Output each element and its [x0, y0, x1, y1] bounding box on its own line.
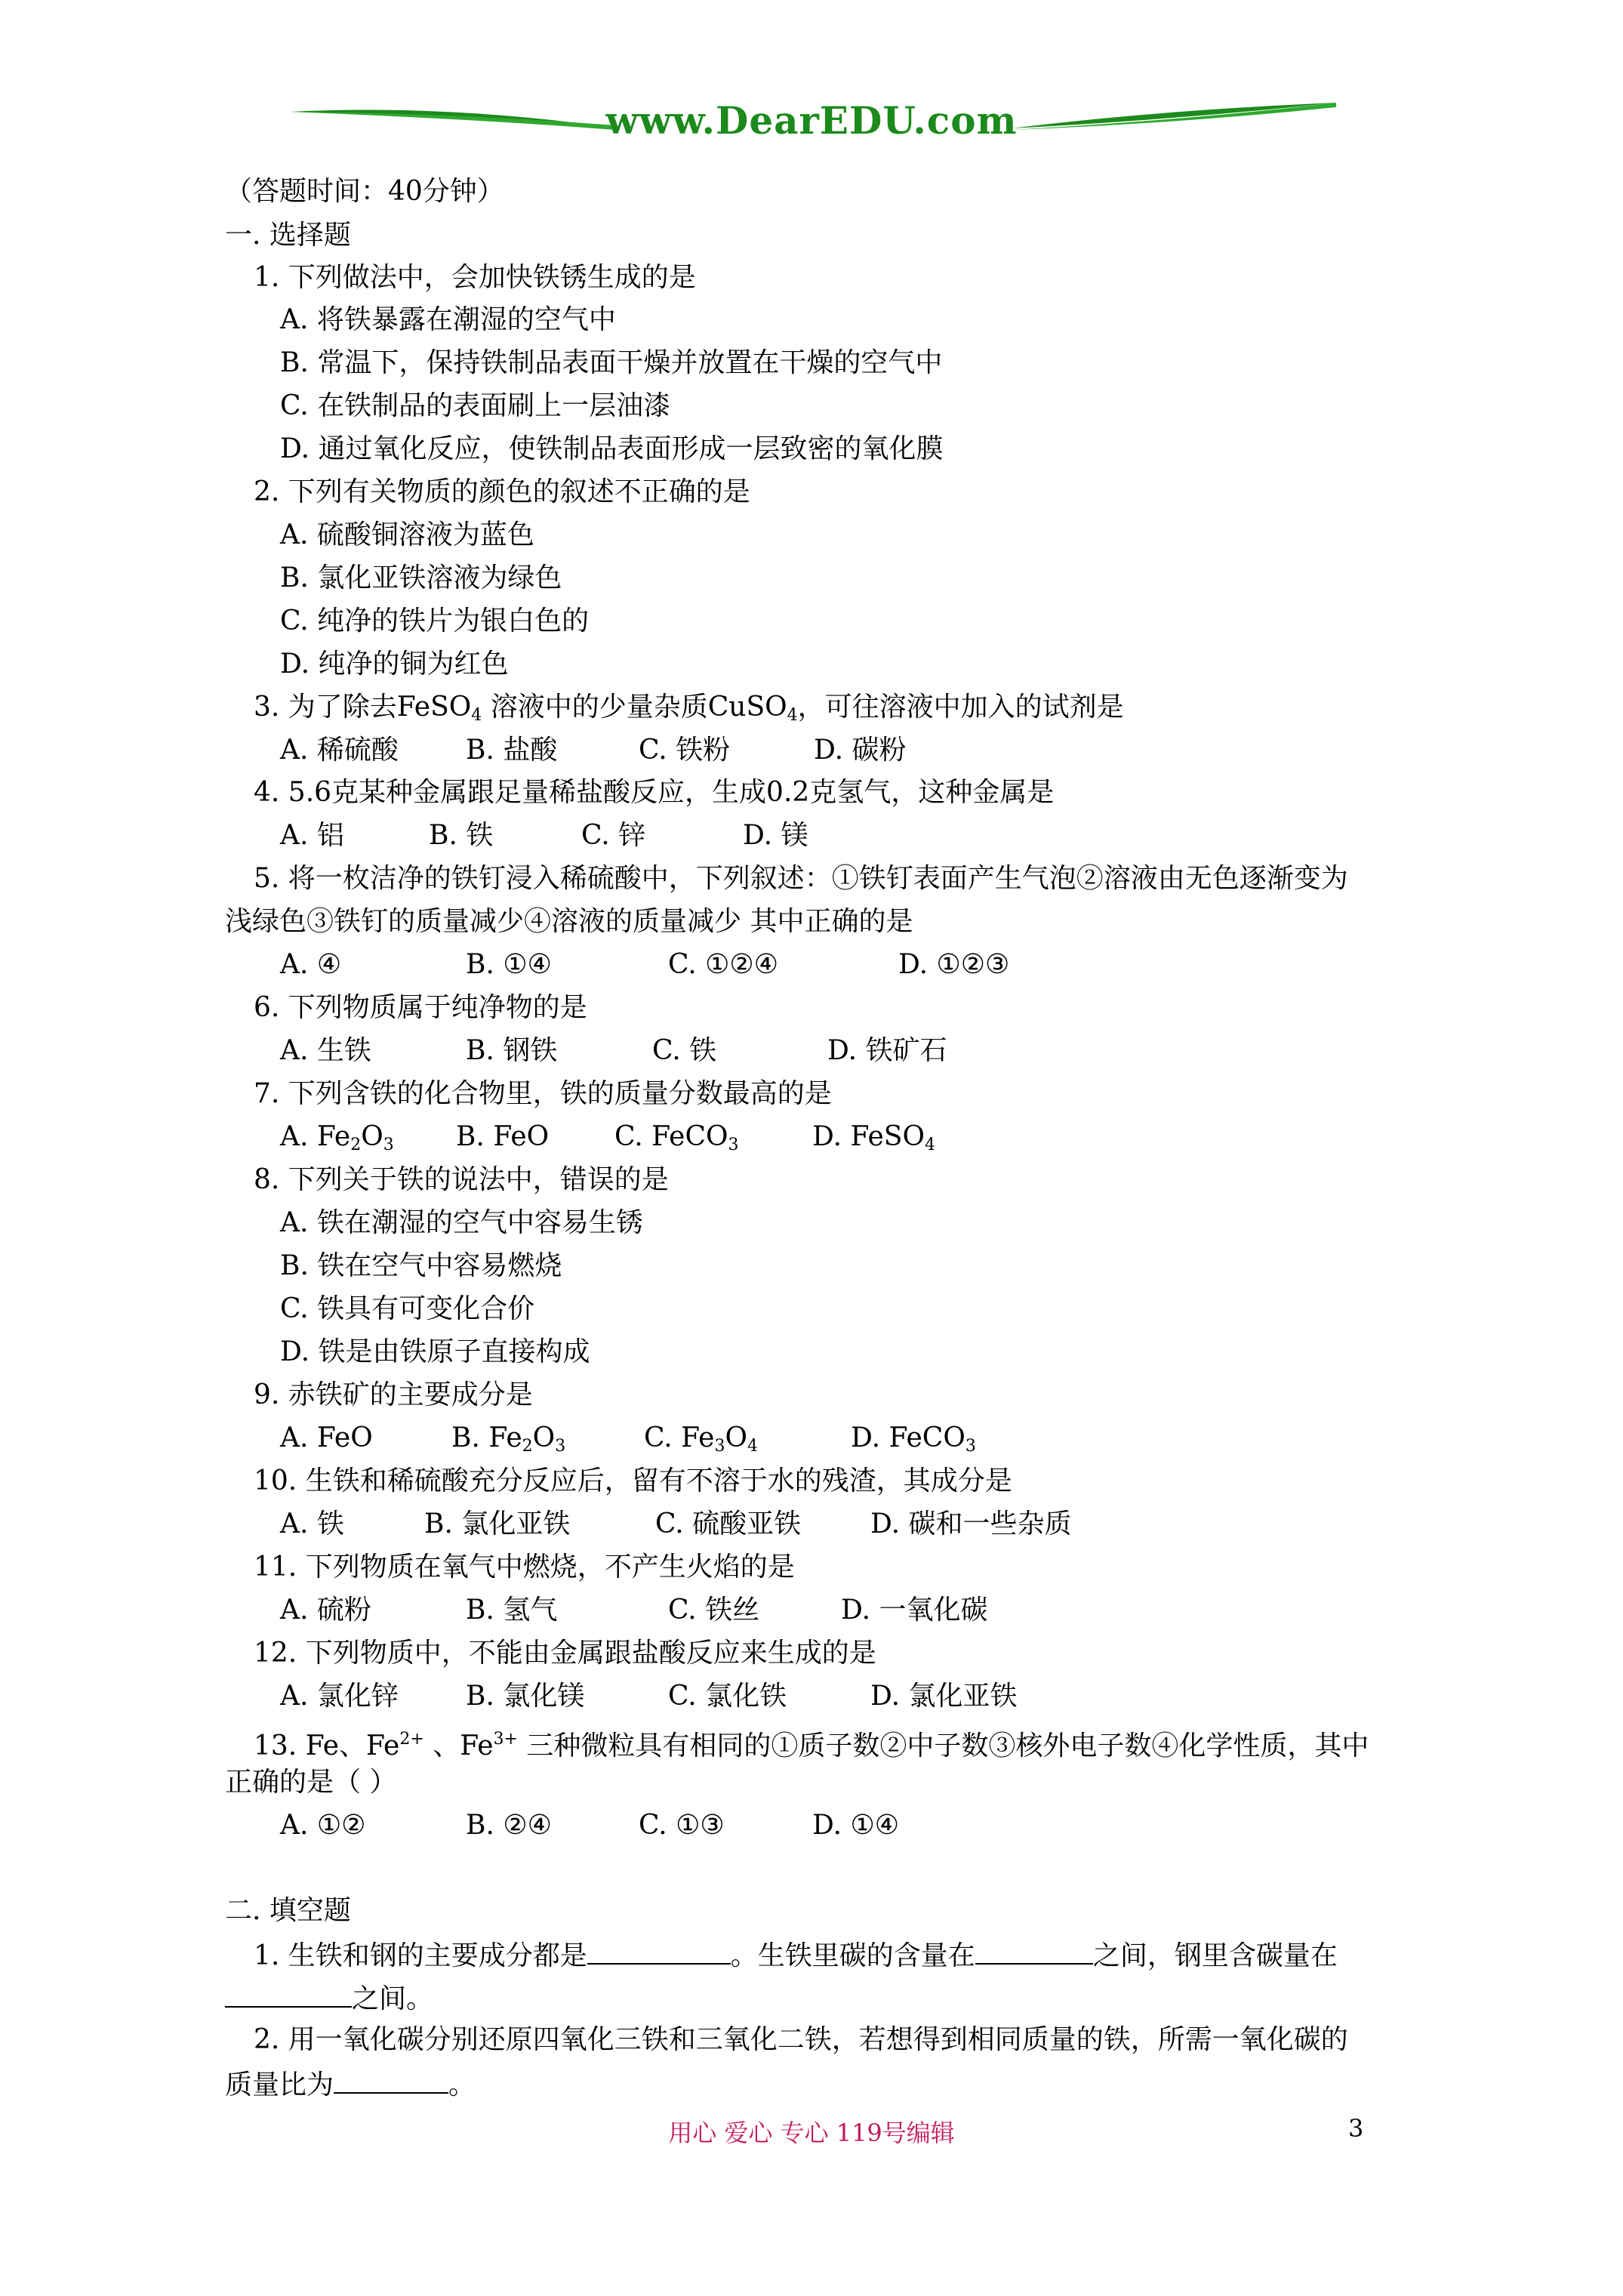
q10-option-c: C. 硫酸亚铁: [655, 1509, 802, 1539]
q8-option-c: C. 铁具有可变化合价: [280, 1293, 535, 1324]
q13-option-d: D. ①④: [812, 1810, 900, 1841]
q12-option-d: D. 氯化亚铁: [870, 1681, 1018, 1712]
q3-option-d: D. 碳粉: [814, 735, 907, 766]
f1-line2: 之间。: [225, 1980, 433, 2016]
q9-option-d: D. FeCO$_3$: [851, 1422, 976, 1456]
answer-blank[interactable]: [225, 1980, 352, 2008]
q7-option-b: B. FeO: [456, 1121, 550, 1152]
answer-blank[interactable]: [975, 1937, 1093, 1965]
q11-option-b: B. 氢气: [466, 1595, 558, 1626]
f2-line1: 2. 用一氧化碳分别还原四氧化三铁和三氧化二铁，若想得到相同质量的铁，所需一氧化碳的: [254, 2024, 1348, 2055]
q1-option-a: A. 将铁暴露在潮湿的空气中: [280, 304, 616, 335]
q12-option-b: B. 氯化镁: [466, 1681, 585, 1712]
q5-line1: 5. 将一枚洁净的铁钉浸入稀硫酸中，下列叙述：①铁钉表面产生气泡②溶液由无色逐渐变为: [254, 863, 1348, 894]
q3-option-b: B. 盐酸: [466, 735, 558, 766]
page-footer: 用心 爱心 专心 119号编辑: [668, 2119, 955, 2147]
q13-line1: 13. Fe、$Fe^{2+}$ 、$Fe^{3+}$ 三种微粒具有相同的①质子数②中子数③核外电子数④化学性质，其中: [254, 1730, 1369, 1761]
q9-option-c: C. $Fe_3O_4$: [644, 1422, 758, 1456]
q6-option-b: B. 钢铁: [466, 1035, 558, 1066]
q6-option-a: A. 生铁: [280, 1035, 371, 1066]
q4-option-a: A. 铝: [280, 820, 344, 851]
q11-option-a: A. 硫粉: [280, 1595, 371, 1626]
q1-option-b: B. 常温下，保持铁制品表面干燥并放置在干燥的空气中: [280, 347, 943, 378]
q1-option-d: D. 通过氧化反应，使铁制品表面形成一层致密的氧化膜: [280, 433, 944, 464]
q2-option-b: B. 氯化亚铁溶液为绿色: [280, 562, 562, 593]
q5-option-c: C. ①②④: [668, 949, 778, 980]
q4-option-c: C. 锌: [581, 820, 646, 851]
q2-option-c: C. 纯净的铁片为银白色的: [280, 606, 590, 636]
q9-option-a: A. FeO: [280, 1422, 373, 1453]
q3-option-c: C. 铁粉: [639, 735, 731, 766]
section2-title: 二. 填空题: [225, 1895, 351, 1926]
q10-stem: 10. 生铁和稀硫酸充分反应后，留有不溶于水的残渣，其成分是: [254, 1465, 1012, 1496]
q11-stem: 11. 下列物质在氧气中燃烧，不产生火焰的是: [254, 1552, 795, 1583]
section1-title: 一. 选择题: [225, 220, 351, 251]
q10-option-b: B. 氯化亚铁: [424, 1509, 571, 1539]
page-number: 3: [1348, 2114, 1364, 2143]
f2-line2: 质量比为 。: [225, 2066, 476, 2102]
q9-stem: 9. 赤铁矿的主要成分是: [254, 1379, 533, 1410]
q10-option-d: D. 碳和一些杂质: [870, 1509, 1072, 1539]
q11-option-c: C. 铁丝: [668, 1595, 760, 1626]
q12-option-c: C. 氯化铁: [668, 1681, 787, 1712]
time-note: （答题时间：40分钟）: [225, 176, 504, 207]
q11-option-d: D. 一氧化碳: [841, 1595, 988, 1626]
q2-stem: 2. 下列有关物质的颜色的叙述不正确的是: [254, 476, 750, 507]
q13-option-c: C. ①③: [639, 1810, 725, 1841]
q4-option-b: B. 铁: [429, 820, 494, 851]
q5-option-b: B. ①④: [466, 949, 552, 980]
q8-option-a: A. 铁在潮湿的空气中容易生锈: [280, 1207, 643, 1238]
q1-stem: 1. 下列做法中，会加快铁锈生成的是: [254, 262, 696, 293]
q2-option-a: A. 硫酸铜溶液为蓝色: [280, 519, 534, 550]
q10-option-a: A. 铁: [280, 1509, 344, 1539]
q7-option-a: A. $Fe_2O_3$: [280, 1121, 394, 1154]
q8-option-d: D. 铁是由铁原子直接构成: [280, 1336, 590, 1367]
q12-option-a: A. 氯化锌: [280, 1681, 399, 1712]
q13-line2: 正确的是（ ）: [225, 1767, 397, 1798]
q6-option-d: D. 铁矿石: [827, 1035, 947, 1066]
answer-blank[interactable]: [334, 2066, 448, 2094]
site-logo-text: www.DearEDU.com: [605, 98, 1018, 143]
q5-option-d: D. ①②③: [898, 949, 1010, 980]
q13-option-b: B. ②④: [466, 1810, 552, 1841]
f1-line1: 1. 生铁和钢的主要成分都是 。生铁里碳的含量在 之间，钢里含碳量在: [254, 1937, 1338, 1973]
q13-option-a: A. ①②: [280, 1810, 366, 1841]
q6-stem: 6. 下列物质属于纯净物的是: [254, 992, 587, 1023]
q7-stem: 7. 下列含铁的化合物里，铁的质量分数最高的是: [254, 1078, 832, 1109]
answer-blank[interactable]: [587, 1937, 731, 1965]
q4-stem: 4. 5.6克某种金属跟足量稀盐酸反应，生成0.2克氢气，这种金属是: [254, 777, 1055, 808]
q8-stem: 8. 下列关于铁的说法中，错误的是: [254, 1164, 669, 1195]
q7-option-c: C. FeCO$_3$: [614, 1121, 739, 1154]
q3-option-a: A. 稀硫酸: [280, 735, 399, 766]
q8-option-b: B. 铁在空气中容易燃烧: [280, 1250, 562, 1281]
q3-stem: 3. 为了除去FeSO$_4$ 溶液中的少量杂质CuSO$_4$，可往溶液中加入的试剂是: [254, 692, 1124, 725]
q9-option-b: B. $Fe_2O_3$: [451, 1422, 566, 1456]
q5-line2: 浅绿色③铁钉的质量减少④溶液的质量减少 其中正确的是: [225, 906, 913, 937]
q12-stem: 12. 下列物质中，不能由金属跟盐酸反应来生成的是: [254, 1638, 876, 1669]
q6-option-c: C. 铁: [652, 1035, 717, 1066]
q5-option-a: A. ④: [280, 949, 342, 980]
q1-option-c: C. 在铁制品的表面刷上一层油漆: [280, 390, 671, 421]
q2-option-d: D. 纯净的铜为红色: [280, 649, 509, 680]
q4-option-d: D. 镁: [743, 820, 808, 851]
q7-option-d: D. FeSO$_4$: [812, 1121, 935, 1154]
